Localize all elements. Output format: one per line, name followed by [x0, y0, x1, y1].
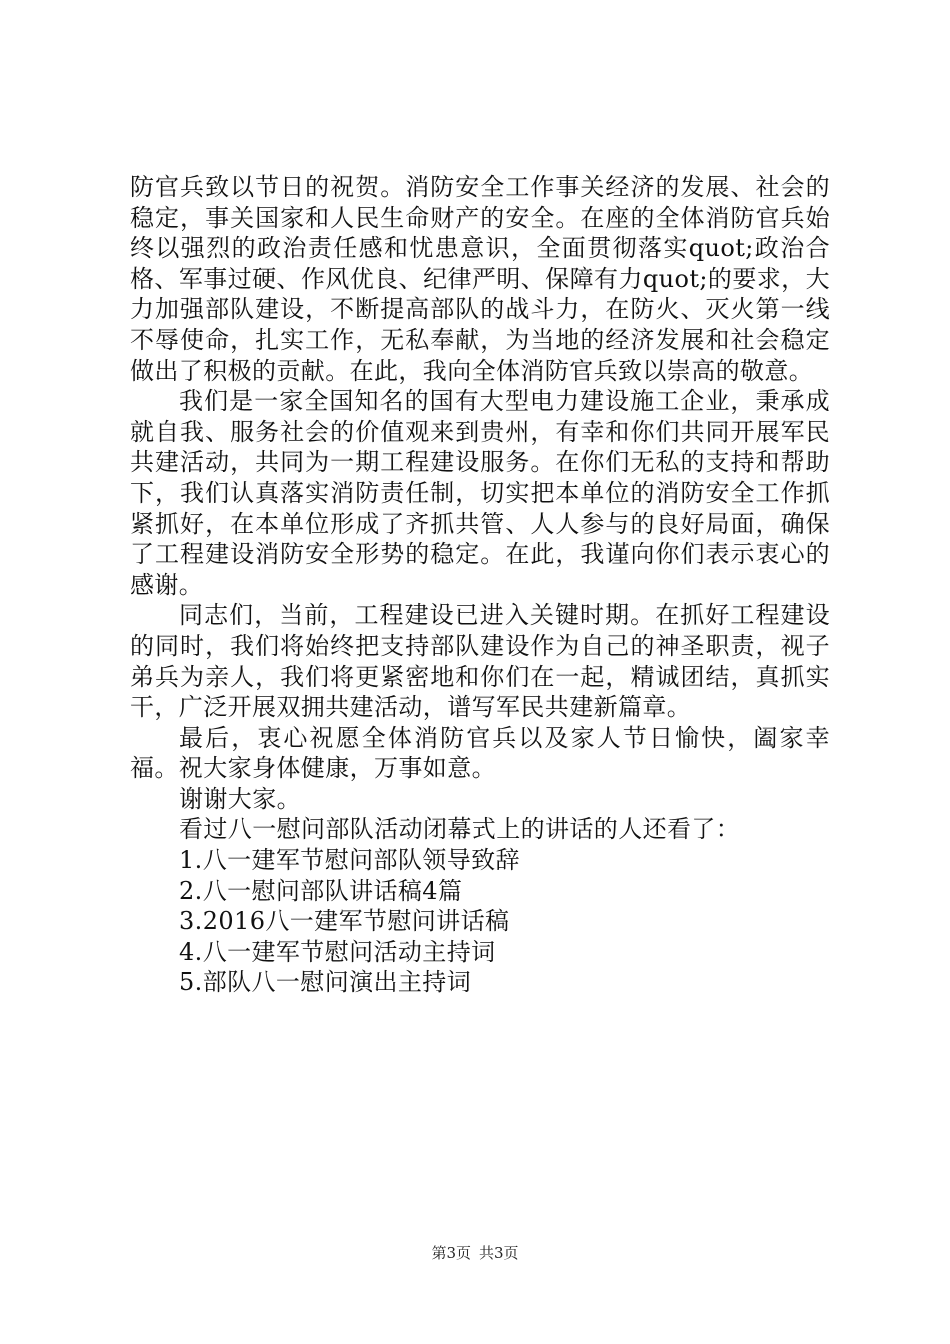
page-number: 第3页: [431, 1244, 471, 1262]
related-item[interactable]: 5.部队八一慰问演出主持词: [179, 968, 472, 997]
page-total: 共3页: [479, 1244, 519, 1262]
paragraph-comrades: 同志们，当前，工程建设已进入关键时期。在抓好工程建设的同时，我们将始终把支持部队建设作为自己的神圣职责，视子弟兵为亲人，我们将更紧密地和你们在一起，精诚团结，真抓实干，广泛开展双拥共建活动，谱写军民共建新篇章。: [130, 601, 830, 722]
paragraph-continuation: 防官兵致以节日的祝贺。消防安全工作事关经济的发展、社会的稳定，事关国家和人民生命财产的安全。在座的全体消防官兵始终以强烈的政治责任感和忧患意识，全面贯彻落实quot;政治合格、军事过硬、作风优良、纪律严明、保障有力quot;的要求，大力加强部队建设，不断提高部队的战斗力，在防火、灭火第一线不辱使命，扎实工作，无私奉献，为当地的经济发展和社会稳定做出了积极的贡献。在此，我向全体消防官兵致以崇高的敬意。: [130, 173, 830, 385]
related-heading: 看过八一慰问部队活动闭幕式上的讲话的人还看了：: [179, 815, 741, 844]
document-body: [130, 172, 830, 998]
related-list: [130, 845, 830, 998]
related-item[interactable]: 3.2016八一建军节慰问讲话稿: [179, 907, 510, 936]
paragraph-company: 我们是一家全国知名的国有大型电力建设施工企业，秉承成就自我、服务社会的价值观来到贵州，有幸和你们共同开展军民共建活动，共同为一期工程建设服务。在你们无私的支持和帮助下，我们认真落实消防责任制，切实把本单位的消防安全工作抓紧抓好，在本单位形成了齐抓共管、人人参与的良好局面，确保了工程建设消防安全形势的稳定。在此，我谨向你们表示衷心的感谢。: [130, 387, 830, 599]
related-item[interactable]: 2.八一慰问部队讲话稿4篇: [179, 876, 463, 905]
related-item[interactable]: 4.八一建军节慰问活动主持词: [179, 937, 496, 966]
related-item[interactable]: 1.八一建军节慰问部队领导致辞: [179, 846, 520, 875]
page-footer: [0, 1243, 950, 1263]
paragraph-wishes: 最后，衷心祝愿全体消防官兵以及家人节日愉快，阖家幸福。祝大家身体健康，万事如意。: [130, 723, 830, 783]
paragraph-thanks: 谢谢大家。: [179, 784, 301, 813]
